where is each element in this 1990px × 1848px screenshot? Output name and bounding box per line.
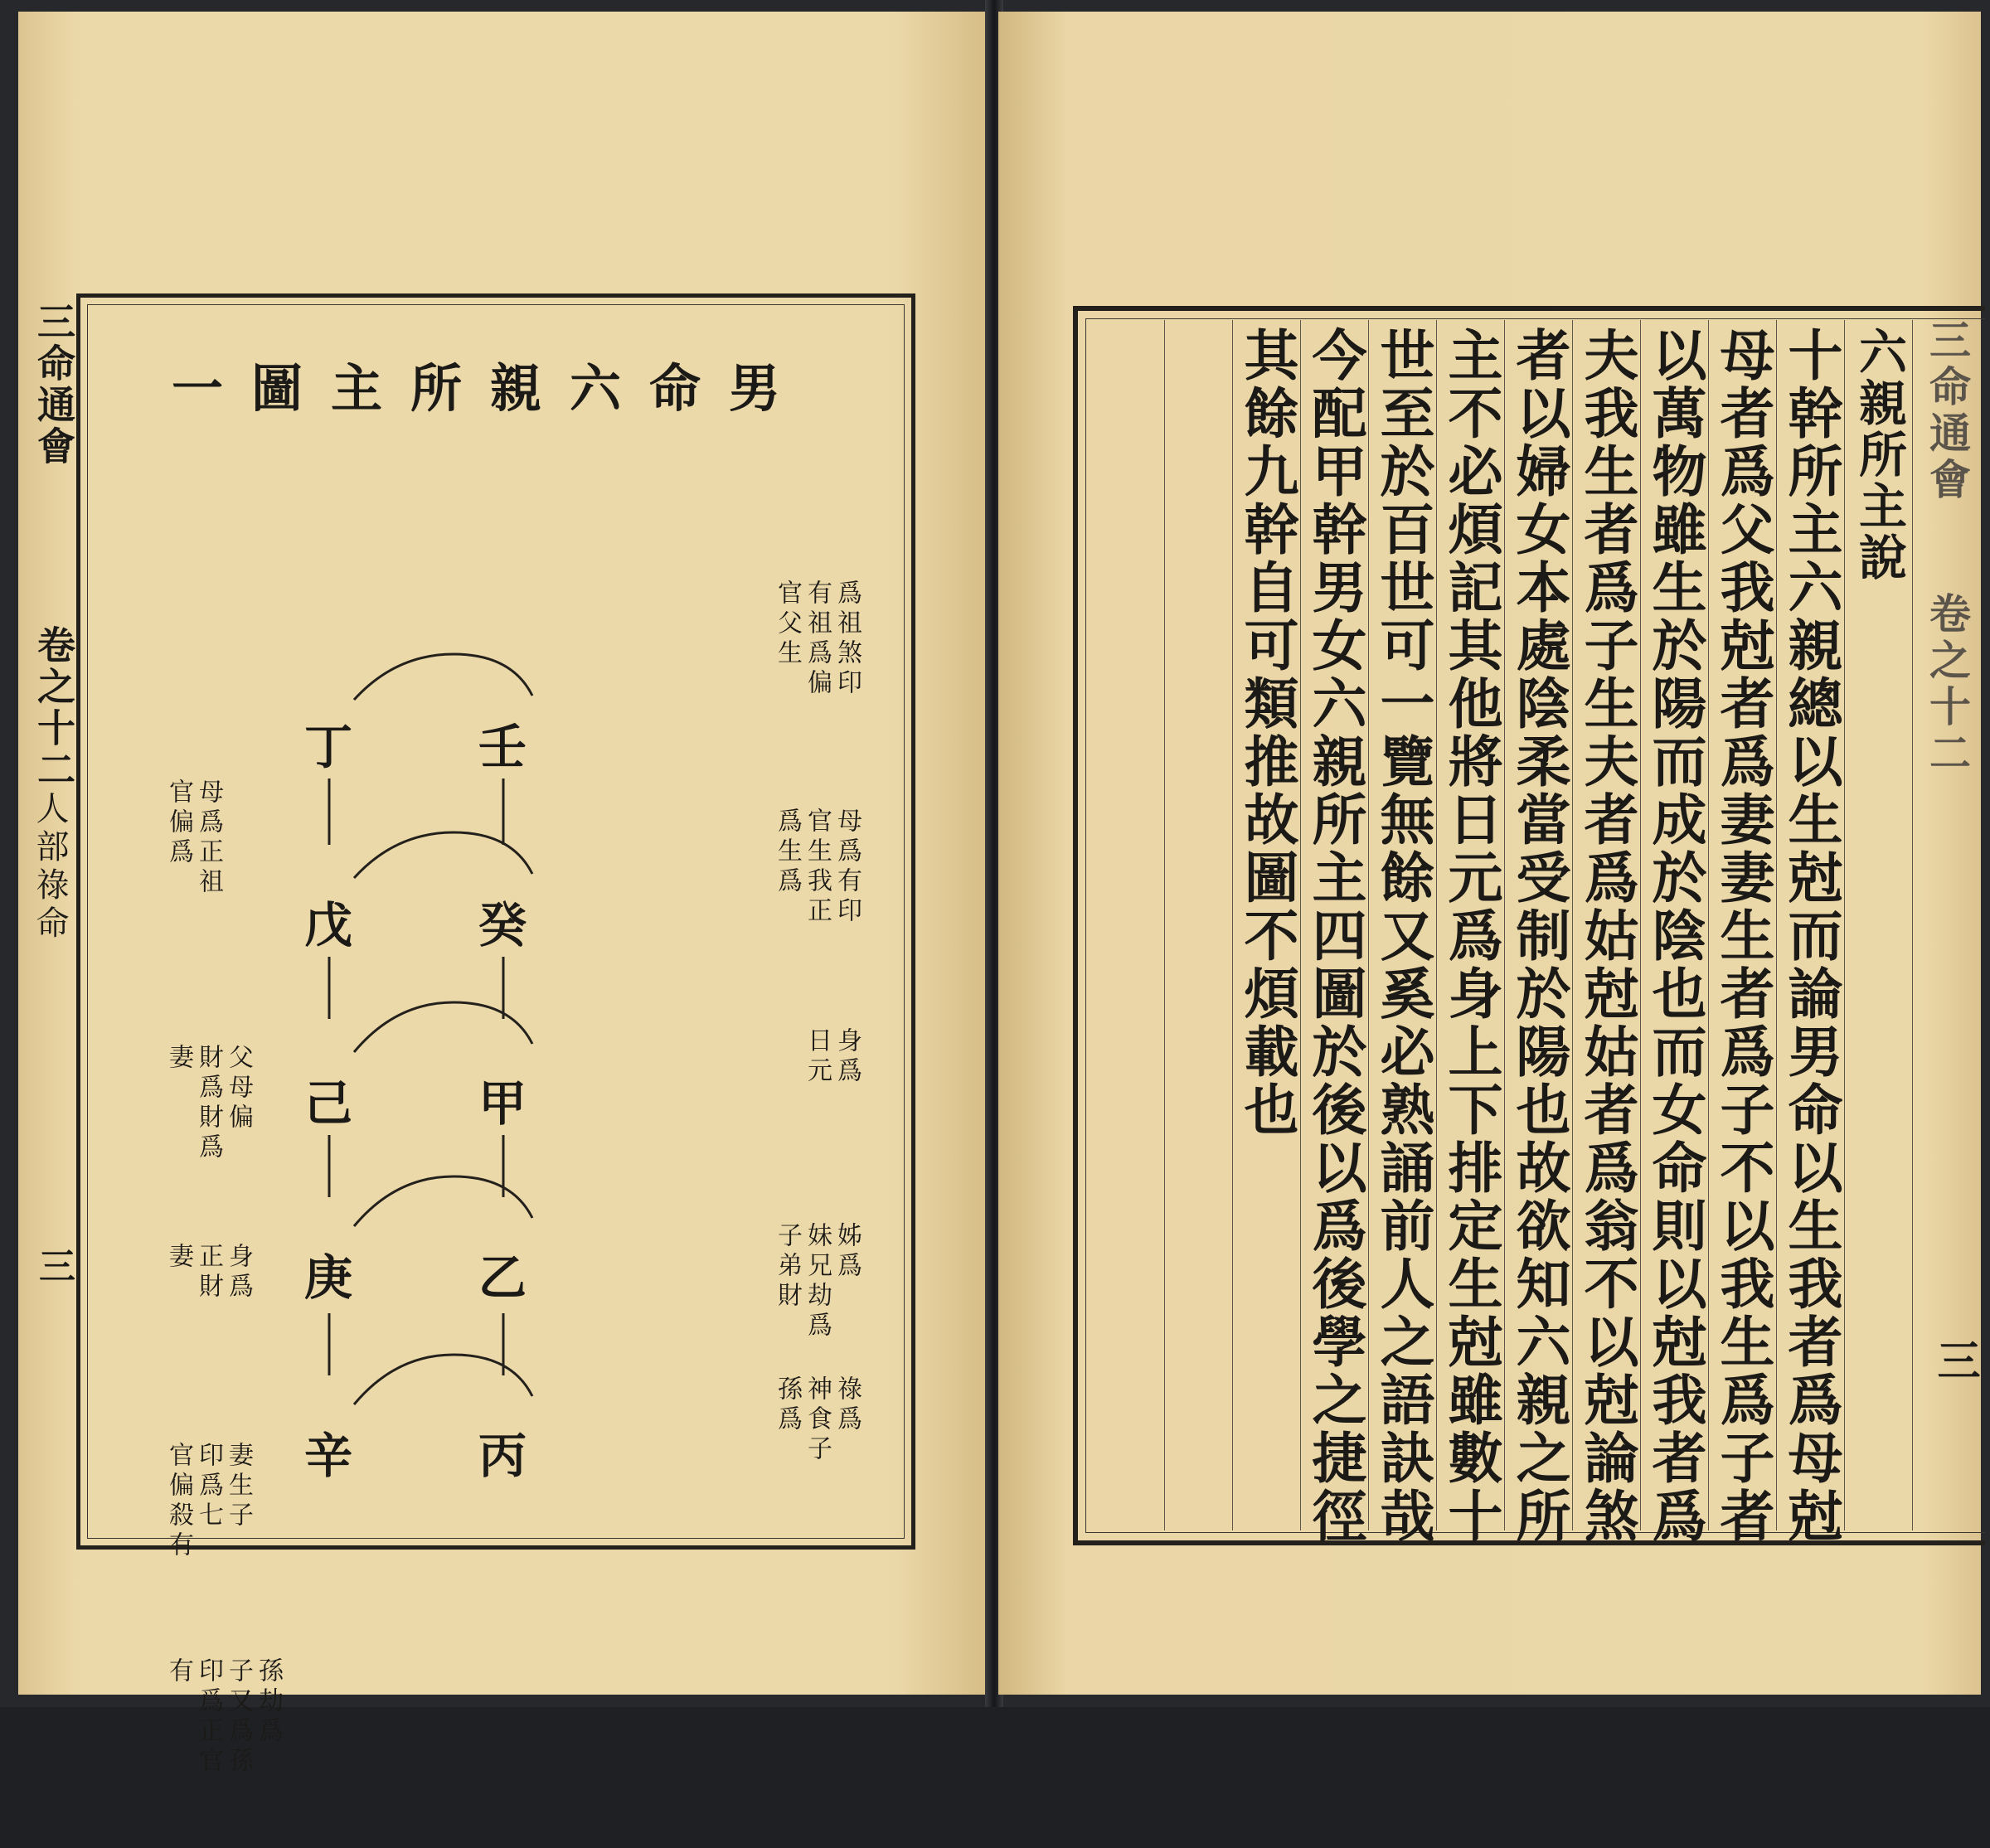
text-column-6: 主不必煩記其他將日元爲身上下排定生尅雖數十 [1439,327,1503,1545]
note-upper-2: 母爲有印 官生我正 爲生爲 [773,808,862,927]
text-column-5: 者以婦女本處陰柔當受制於陽也故欲知六親之所 [1507,327,1571,1545]
chart-frame [76,293,915,1777]
note-lower-5: 孫劫爲 子又爲孫 印爲正官 有 [164,1657,283,1777]
stem-xin: 辛 [304,1428,353,1484]
note-upper-4: 姊爲 妹兄劫爲 子弟財 [773,1222,862,1341]
note-lower-1: 母爲正祖 官偏爲 [164,778,223,898]
stem-ding: 丁 [304,719,353,775]
right-page [998,12,1981,1695]
text-column-9: 其餘九幹自可類推故圖不煩載也 [1235,327,1299,1139]
stem-wu: 戊 [304,897,353,953]
note-upper-1: 爲祖煞印 有祖爲偏 官父生 [773,580,862,699]
right-margin-book-title: 三命通會 [1923,318,1972,504]
section-heading: 六親所主說 [1851,327,1907,584]
stem-geng: 庚 [304,1249,353,1306]
stem-gui: 癸 [478,897,527,953]
text-column-4: 夫我生者爲子生夫者爲姑尅姑者爲翁不以尅論煞 [1575,327,1639,1545]
text-column-3: 以萬物雖生於陽而成於陰也而女命則以尅我者爲 [1643,327,1707,1545]
stem-jia: 甲 [478,1075,527,1132]
margin-folio: 三 [32,1247,75,1283]
note-upper-3: 身爲 日元 [803,1027,862,1087]
stem-ji: 己 [304,1075,353,1132]
margin-chapter: 卷之十二 [32,625,76,791]
chart-title: 男命六親所主圖一 [172,358,809,419]
stem-ren: 壬 [478,719,527,775]
note-lower-4: 妻生子 印爲七 官偏殺有 [164,1442,253,1561]
stem-yi: 乙 [478,1249,527,1306]
right-margin-chapter: 卷之十二 [1923,592,1972,778]
left-margin [18,293,79,1550]
margin-section: 人部祿命 [31,791,69,943]
note-lower-3: 身爲 正財 妻 [164,1243,253,1302]
note-upper-5: 祿爲 神食子 孫爲 [773,1375,862,1465]
text-column-7: 世至於百世可一覽無餘又奚必熟誦前人之語訣哉 [1371,327,1435,1545]
note-lower-2: 父母偏 財爲財爲 妻 [164,1044,253,1163]
text-column-1: 十幹所主六親總以生尅而論男命以生我者爲母尅 [1779,327,1843,1545]
kinship-diagram-lines [80,298,911,1545]
text-column-2: 母者爲父我尅者爲妻妻生者爲子不以我生爲子者 [1711,327,1775,1545]
text-column-8: 今配甲幹男女六親所主四圖於後以爲後學之捷徑 [1303,327,1367,1545]
right-margin-folio: 三 [1929,1338,1980,1381]
left-page [18,12,988,1777]
margin-book-title: 三命通會 [32,302,76,468]
stem-bing: 丙 [478,1428,527,1484]
